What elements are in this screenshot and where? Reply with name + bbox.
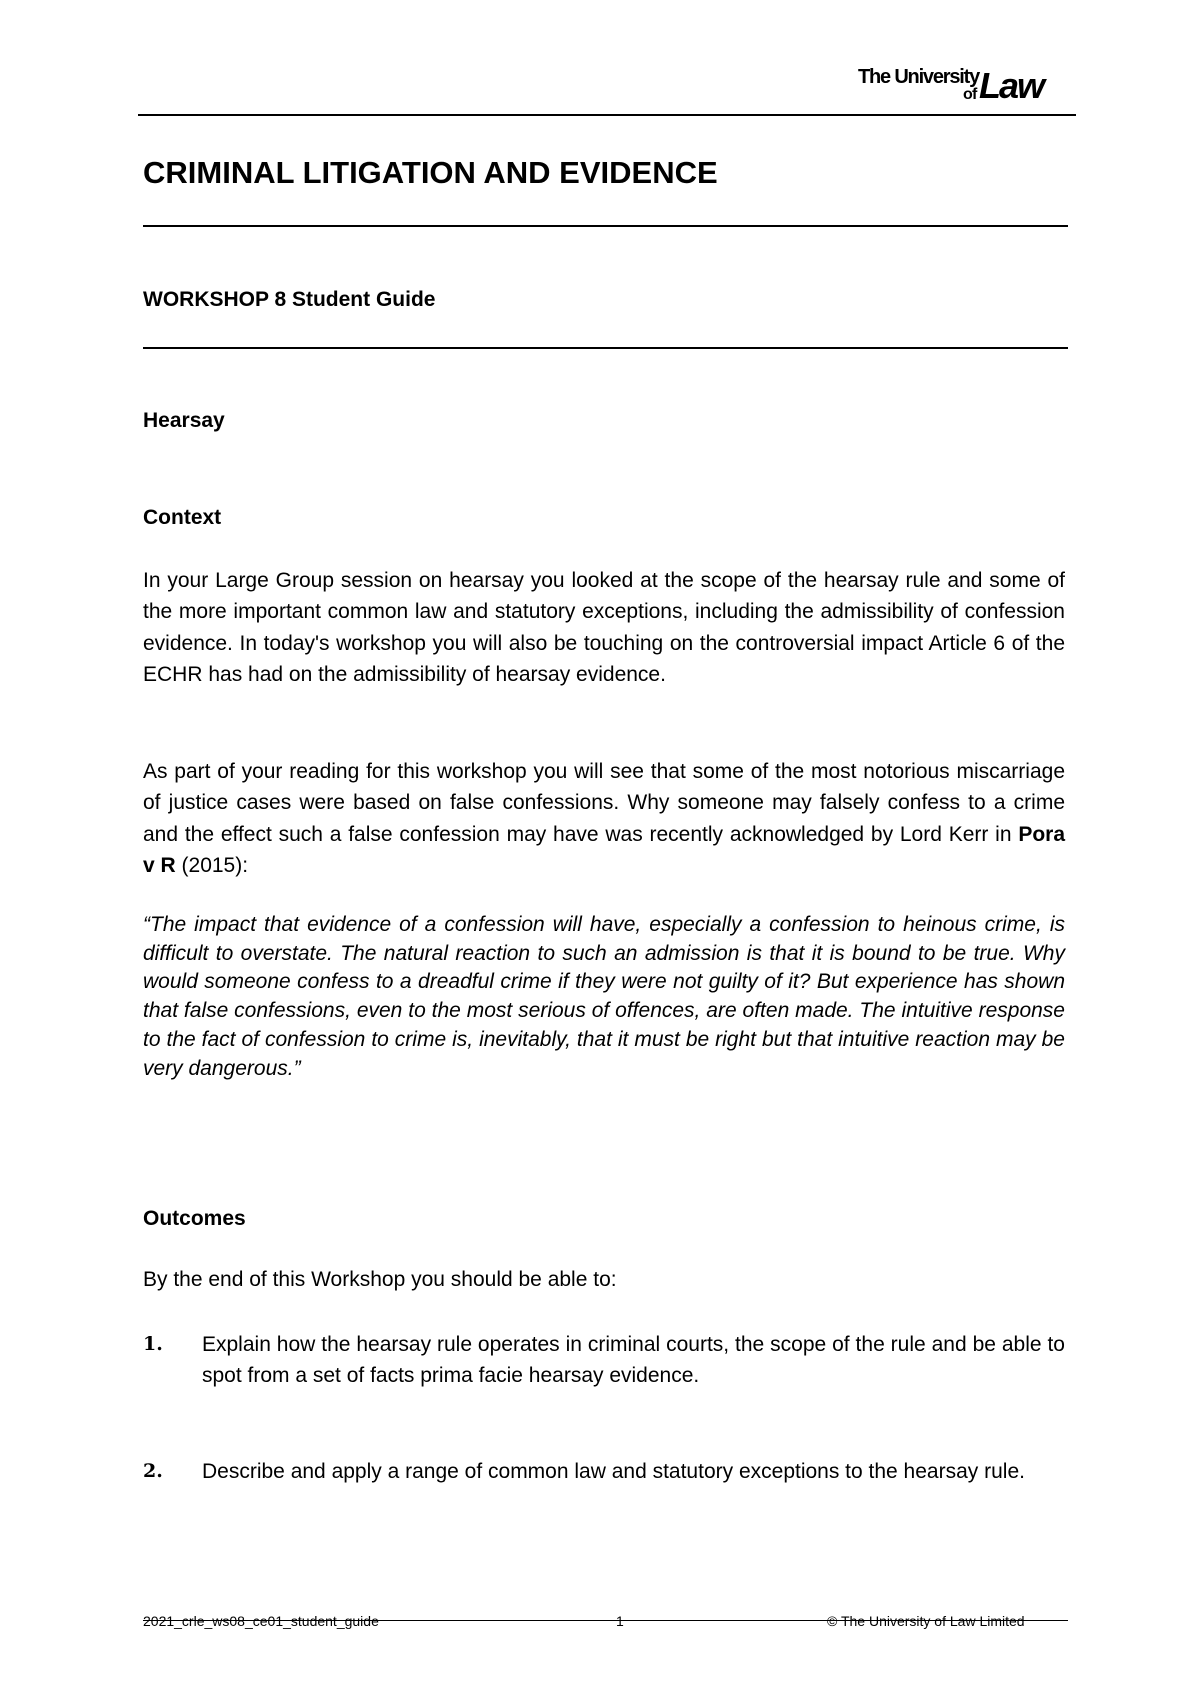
outcome-number: 1. — [143, 1333, 163, 1355]
header-divider — [138, 114, 1076, 116]
judicial-quote: “The impact that evidence of a confession will have, especially a confession to heinous crime, is difficult to overstate. The natural reaction to such an admission is that it is bound to be true. Why would someone confess to a dreadful crime if they were not guilty of it? But experience has shown that false confessions, even to the most serious of offences, are often made. The intuitive response to the fact of confession to crime is, inevitably, that it must be right but that intuitive reaction may be very dangerous.” — [143, 913, 1065, 1080]
footer-copyright: © The University of Law Limited — [827, 1613, 1025, 1629]
page-title: CRIMINAL LITIGATION AND EVIDENCE — [143, 155, 718, 190]
outcomes-heading: Outcomes — [143, 1207, 246, 1230]
title-divider — [143, 225, 1068, 227]
subtitle-divider — [143, 347, 1068, 349]
footer-filename: 2021_crle_ws08_ce01_student_guide — [143, 1613, 379, 1629]
page-number: 1 — [616, 1613, 624, 1629]
logo-text-university: The University — [858, 66, 980, 88]
reading-text-before: As part of your reading for this workshop you will see that some of the most notorious miscarriage of justice cases were based on false confessions. Why someone may falsely confess to a crime and the effect such a false confession may have was recently acknowledged by Lord Kerr in — [143, 760, 1065, 846]
university-logo — [858, 62, 1064, 108]
reading-text-after: (2015): — [175, 853, 249, 877]
case-name: Pora v R — [143, 822, 1065, 877]
logo-text-of: of — [963, 86, 977, 103]
outcome-text: Explain how the hearsay rule operates in criminal courts, the scope of the rule and be able to spot from a set of facts prima facie hearsay evidence. — [202, 1333, 1065, 1388]
page-subtitle: WORKSHOP 8 Student Guide — [143, 288, 436, 311]
outcome-text: Describe and apply a range of common law and statutory exceptions to the hearsay rule. — [202, 1460, 1025, 1483]
topic-heading: Hearsay — [143, 409, 225, 432]
logo-text-law: Law — [979, 65, 1044, 106]
outcome-number: 2. — [143, 1460, 163, 1482]
outcomes-intro: By the end of this Workshop you should be able to: — [143, 1268, 617, 1291]
context-heading: Context — [143, 506, 222, 529]
reading-paragraph — [143, 756, 1065, 881]
context-paragraph: In your Large Group session on hearsay you looked at the scope of the hearsay rule and some of the more important common law and statutory exceptions, including the admissibility of confession evidence. In today's workshop you will also be touching on the controversial impact Article 6 of the ECHR has had on the admissibility of hearsay evidence. — [143, 569, 1065, 686]
